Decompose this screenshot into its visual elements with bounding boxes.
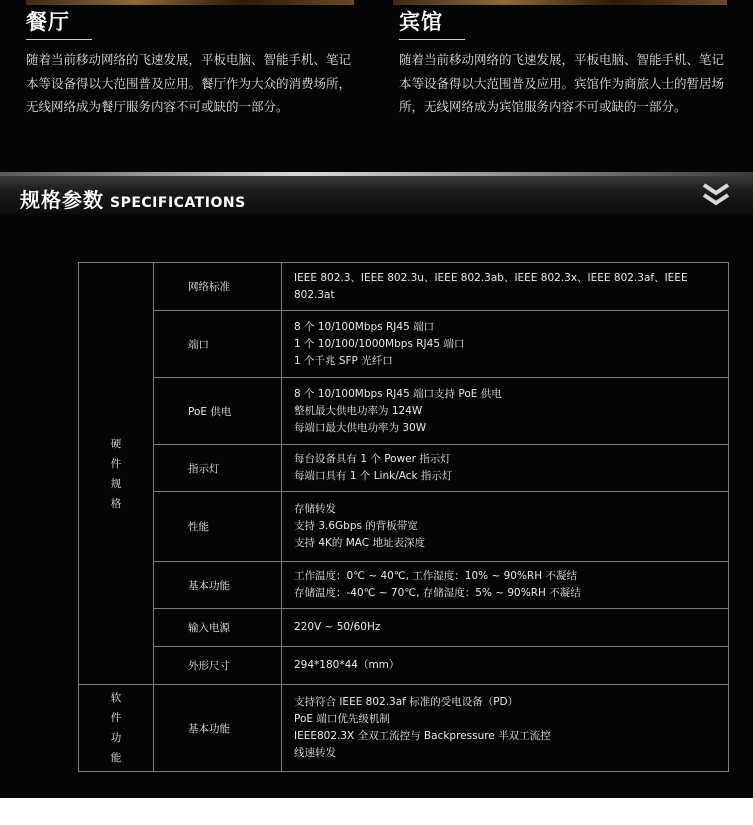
restaurant-title: 餐厅 [26,10,70,34]
hardware-category-char: 格 [110,497,122,510]
spec-label: 输入电源 [154,609,282,647]
specifications-title [20,184,246,213]
specifications-title-en: SPECIFICATIONS [110,195,246,211]
spec-value [282,609,729,647]
table-row [79,311,729,378]
spec-value-line: 整机最大供电功率为 124W [294,404,423,417]
spec-value [282,263,729,311]
software-category-char: 件 [110,712,122,724]
spec-value [282,647,729,685]
table-row [79,263,729,311]
table-row [79,562,729,609]
table-row [79,685,729,772]
spec-value-line: 8 个 10/100Mbps RJ45 端口 [294,320,435,333]
table-row [79,609,729,647]
specifications-header-bar [0,172,753,214]
hardware-category-char: 规 [110,477,122,490]
restaurant-text: 随着当前移动网络的飞速发展，平板电脑、智能手机、笔记本等设备得以大范围普及应用。餐厅作为大众的消费场所，无线网络成为餐厅服务内容不可或缺的一部分。 [26,52,352,114]
hotel-underline [399,39,465,40]
hotel-text: 随着当前移动网络的飞速发展，平板电脑、智能手机、笔记本等设备得以大范围普及应用。宾馆作为商旅人士的暂居场所，无线网络成为宾馆服务内容不可或缺的一部分。 [399,52,725,114]
restaurant-photo-strip [26,0,354,5]
spec-value-line: 支持 3.6Gbps 的背板带宽 [294,520,418,532]
restaurant-underline [26,39,92,40]
header-shine [0,172,753,176]
spec-value [282,311,729,378]
spec-value-line: IEEE 802.3、IEEE 802.3u、IEEE 802.3ab、IEEE 802.3x、IEEE 802.3af、IEEE 802.3at [294,271,688,301]
double-chevron-down-icon[interactable] [701,182,731,208]
spec-value-line: 220V ~ 50/60Hz [294,621,381,633]
spec-label: PoE 供电 [154,378,282,445]
spec-value-line: 线速转发 [294,747,336,759]
spec-value [282,492,729,562]
specifications-title-zh: 规格参数 [20,188,104,212]
spec-label: 外形尺寸 [154,647,282,685]
spec-value-line: 支持符合 IEEE 802.3af 标准的受电设备（PD） [294,696,519,708]
hotel-title: 宾馆 [399,10,443,34]
table-row [79,492,729,562]
spec-value-line: 工作温度：0℃ ~ 40℃, 工作湿度：10% ~ 90%RH 不凝结 [294,570,577,582]
spec-value-line: 1 个 10/100/1000Mbps RJ45 端口 [294,337,465,350]
spec-value-line: 1 个千兆 SFP 光纤口 [294,354,393,367]
spec-label: 基本功能 [154,562,282,609]
spec-value [282,445,729,492]
spec-value [282,378,729,445]
software-category-char: 功 [110,732,122,744]
hotel-photo-strip [393,0,727,5]
table-row [79,378,729,445]
spec-label: 指示灯 [154,445,282,492]
spec-value-line: 每端口具有 1 个 Link/Ack 指示灯 [294,470,453,482]
spec-value-line: 每台设备具有 1 个 Power 指示灯 [294,453,451,465]
table-row [79,647,729,685]
spec-label: 基本功能 [154,685,282,772]
spec-label: 性能 [154,492,282,562]
hardware-category-char: 硬 [110,437,122,450]
spec-value-line: 每端口最大供电功率为 30W [294,421,427,434]
hardware-category-cell [79,263,154,685]
spec-value [282,562,729,609]
spec-value-line: 8 个 10/100Mbps RJ45 端口支持 PoE 供电 [294,387,502,400]
table-row [79,445,729,492]
spec-value-line: PoE 端口优先级机制 [294,713,390,725]
spec-label: 网络标准 [154,263,282,311]
spec-label: 端口 [154,311,282,378]
spec-value-line: 存储转发 [294,503,336,515]
specifications-table [78,262,729,772]
spec-value-line: 294*180*44（mm） [294,659,400,671]
software-category-char: 软 [110,692,122,704]
spec-value-line: 支持 4K的 MAC 地址表深度 [294,537,425,549]
hotel-section [399,8,729,119]
hardware-category-char: 件 [110,457,122,470]
spec-value [282,685,729,772]
software-category-cell [79,685,154,772]
restaurant-section [26,8,356,119]
spec-value-line: 存储温度：-40℃ ~ 70℃, 存储湿度：5% ~ 90%RH 不凝结 [294,587,581,599]
software-category-char: 能 [110,752,122,764]
spec-value-line: IEEE802.3X 全双工流控与 Backpressure 半双工流控 [294,730,551,742]
